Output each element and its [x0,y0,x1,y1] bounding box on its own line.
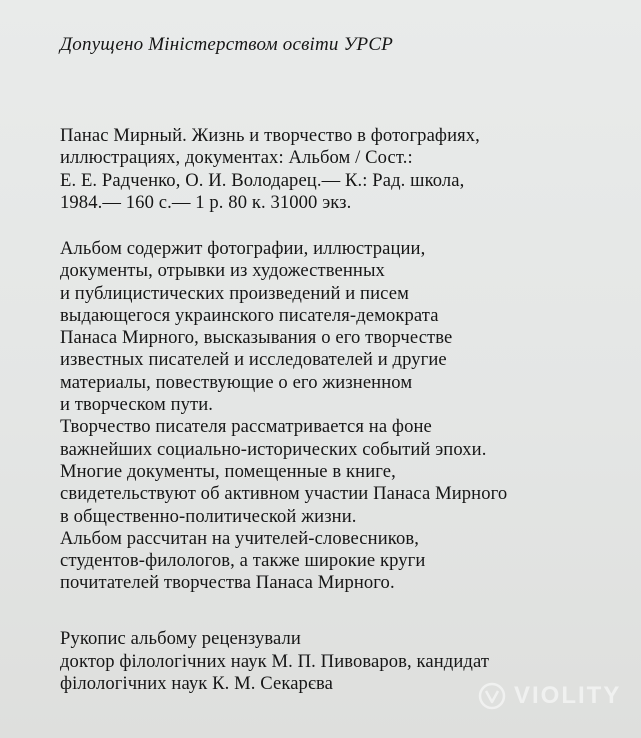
abstract-line: и публицистических произведений и писем [60,282,409,304]
abstract-line: Многие документы, помещенные в книге, [60,460,396,482]
watermark-text: VIOLITY [514,682,622,709]
abstract-line: Альбом содержит фотографии, иллюстрации, [60,238,426,259]
abstract-line: важнейших социально-исторических событий эпохи. [60,438,487,460]
abstract-text [60,238,507,595]
bibliographic-record [60,125,480,214]
approval-note: Допущено Міністерством освіти УРСР [60,34,394,55]
bibliographic-line: Панас Мирный. Жизнь и творчество в фотографиях, [60,125,480,146]
abstract-line: Альбом рассчитан на учителей-словесников, [60,527,419,549]
abstract-line: Панаса Мирного, высказывания о его творчестве [60,327,453,349]
reviewers-line: Рукопис альбому рецензували [60,628,301,649]
violity-logo-icon [478,682,506,710]
abstract-line: свидетельствуют об активном участии Панаса Мирного [60,483,508,505]
abstract-line: Творчество писателя рассматривается на фоне [60,416,432,438]
abstract-line: известных писателей и исследователей и другие [60,349,447,371]
abstract-line: почитателей творчества Панаса Мирного. [60,572,395,594]
abstract-line: выдающегося украинского писателя-демократа [60,304,439,326]
watermark [478,676,638,716]
abstract-line: в общественно-политической жизни. [60,505,357,527]
abstract-line: и творческом пути. [60,394,214,416]
reviewers-line: філологічних наук К. М. Секарєва [60,673,334,694]
reviewers-note [60,628,489,696]
bibliographic-line: 1984.— 160 с.— 1 р. 80 к. 31000 экз. [60,191,352,213]
abstract-line: материалы, повествующие о его жизненном [60,371,413,393]
bibliographic-line: Е. Е. Радченко, О. И. Володарец.— К.: Рад. школа, [60,169,465,191]
reviewers-line: доктор філологічних наук М. П. Пивоваров, кандидат [60,650,490,672]
abstract-line: студентов-филологов, а также широкие круги [60,550,426,572]
bibliographic-line: иллюстрациях, документах: Альбом / Сост.: [60,147,413,169]
abstract-line: документы, отрывки из художественных [60,260,385,282]
